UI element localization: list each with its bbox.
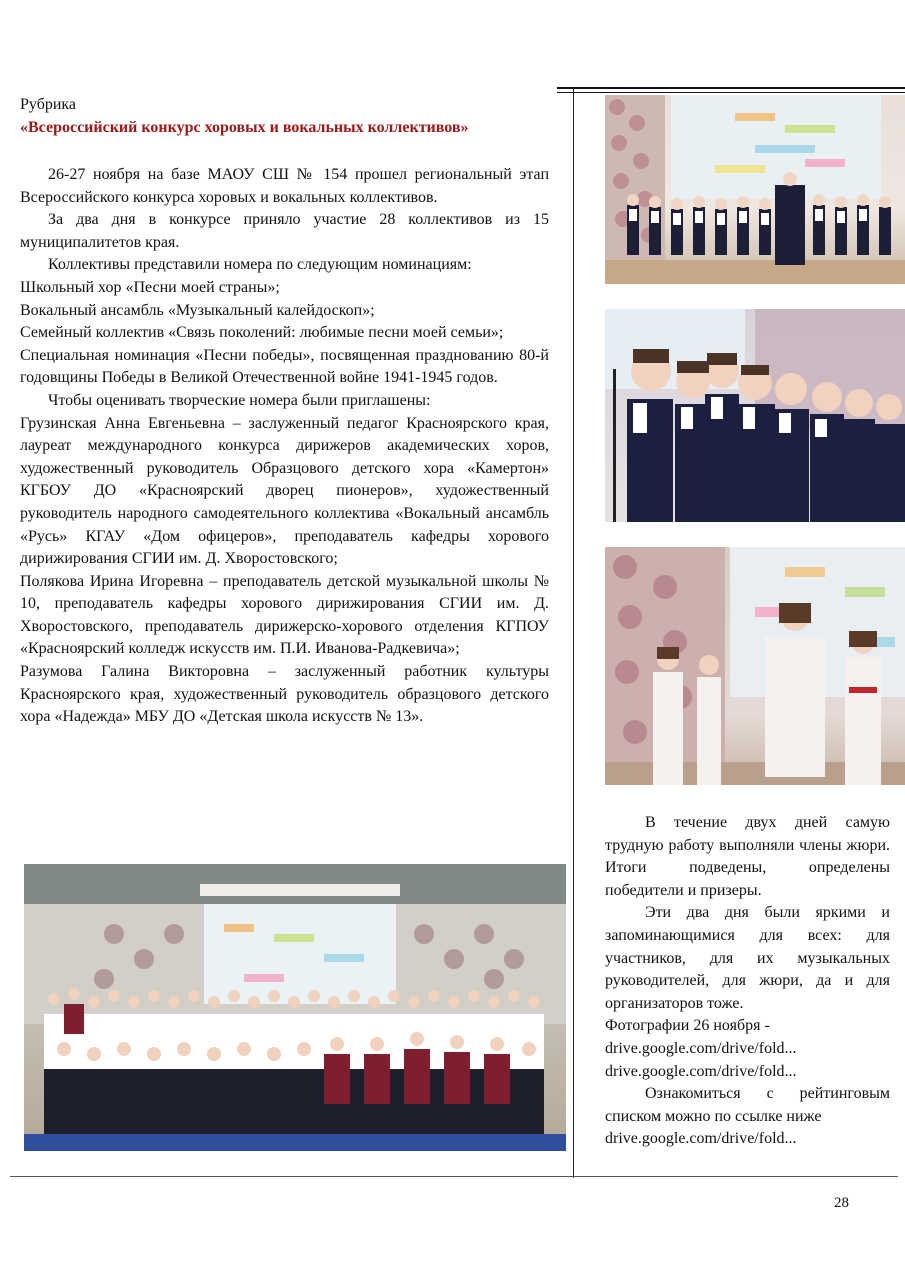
nomination-item: Специальная номинация «Песни победы», посвященная празднованию 80-й годовщины Победы в Великой Отечественной войне 1941-1945 годов. bbox=[20, 346, 549, 387]
article-body bbox=[20, 164, 549, 729]
page-number: 28 bbox=[834, 1195, 849, 1211]
rubric-title: «Всероссийский конкурс хоровых и вокальных коллективов» bbox=[20, 119, 469, 136]
article-paragraph: За два дня в конкурсе приняло участие 28 коллективов из 15 муниципалитетов края. bbox=[20, 211, 549, 251]
photo-group bbox=[24, 864, 566, 1151]
rubric-label: Рубрика bbox=[20, 96, 77, 113]
column-divider bbox=[573, 88, 574, 1178]
photo-girls-singing bbox=[605, 547, 905, 785]
drive-link[interactable]: drive.google.com/drive/fold... bbox=[605, 1062, 797, 1080]
sidebar-paragraph: Ознакомиться с рейтинговым списком можно по ссылке ниже bbox=[605, 1085, 890, 1125]
nomination-item: Семейный коллектив «Связь поколений: любимые песни моей семьи»; bbox=[20, 324, 504, 342]
sidebar-paragraph: Эти два дня были яркими и запоминающимися для всех: для участников, для их музыкальных руководителей, для жюри, да и для организаторов тоже. bbox=[605, 904, 890, 1012]
nomination-item: Вокальный ансамбль «Музыкальный калейдоскоп»; bbox=[20, 301, 375, 319]
article-paragraph: Чтобы оценивать творческие номера были приглашены: bbox=[48, 391, 431, 409]
photo-choir-stage bbox=[605, 95, 905, 284]
top-rule-thick bbox=[557, 87, 905, 89]
drive-link[interactable]: drive.google.com/drive/fold... bbox=[605, 1039, 797, 1057]
article-paragraph: Коллективы представили номера по следующим номинациям: bbox=[48, 256, 472, 274]
jury-member: Грузинская Анна Евгеньевна – заслуженный педагог Красноярского края, лауреат международного конкурса дирижеров академических хоров, художественный руководитель Образцового детского хора «Камертон» КГБОУ ДО «Красноярский дворец пионеров», художественный руководитель народного самодеятельного коллектива «Вокальный ансамбль «Русь» КГАУ «Дом офицеров», преподаватель кафедры хорового дирижирования СГИИ им. Д. Хворостовского; bbox=[20, 414, 549, 568]
nomination-item: Школьный хор «Песни моей страны»; bbox=[20, 278, 280, 296]
sidebar-paragraph: Фотографии 26 ноября - bbox=[605, 1017, 770, 1035]
jury-member: Разумова Галина Викторовна – заслуженный работник культуры Красноярского края, художественный руководитель образцового детского хора «Надежда» МБУ ДО «Детская школа искусств № 13». bbox=[20, 663, 549, 726]
drive-link[interactable]: drive.google.com/drive/fold... bbox=[605, 1130, 797, 1148]
sidebar-paragraph: В течение двух дней самую трудную работу выполняли члены жюри. Итоги подведены, определены победители и призеры. bbox=[605, 814, 890, 899]
top-rule-thin bbox=[557, 92, 905, 93]
jury-member: Полякова Ирина Игоревна – преподаватель детской музыкальной школы № 10, преподаватель кафедры хорового дирижирования СГИИ им. Д. Хворостовского, преподаватель дирижерско-хорового отделения КГПОУ «Красноярский колледж искусств им. П.И. Иванова-Радкевича»; bbox=[20, 572, 549, 658]
photo-children-singing bbox=[605, 309, 905, 522]
bottom-rule bbox=[10, 1176, 898, 1177]
sidebar-body bbox=[605, 812, 890, 1151]
article-paragraph: 26-27 ноября на базе МАОУ СШ № 154 прошел региональный этап Всероссийского конкурса хоровых и вокальных коллективов. bbox=[20, 166, 549, 206]
